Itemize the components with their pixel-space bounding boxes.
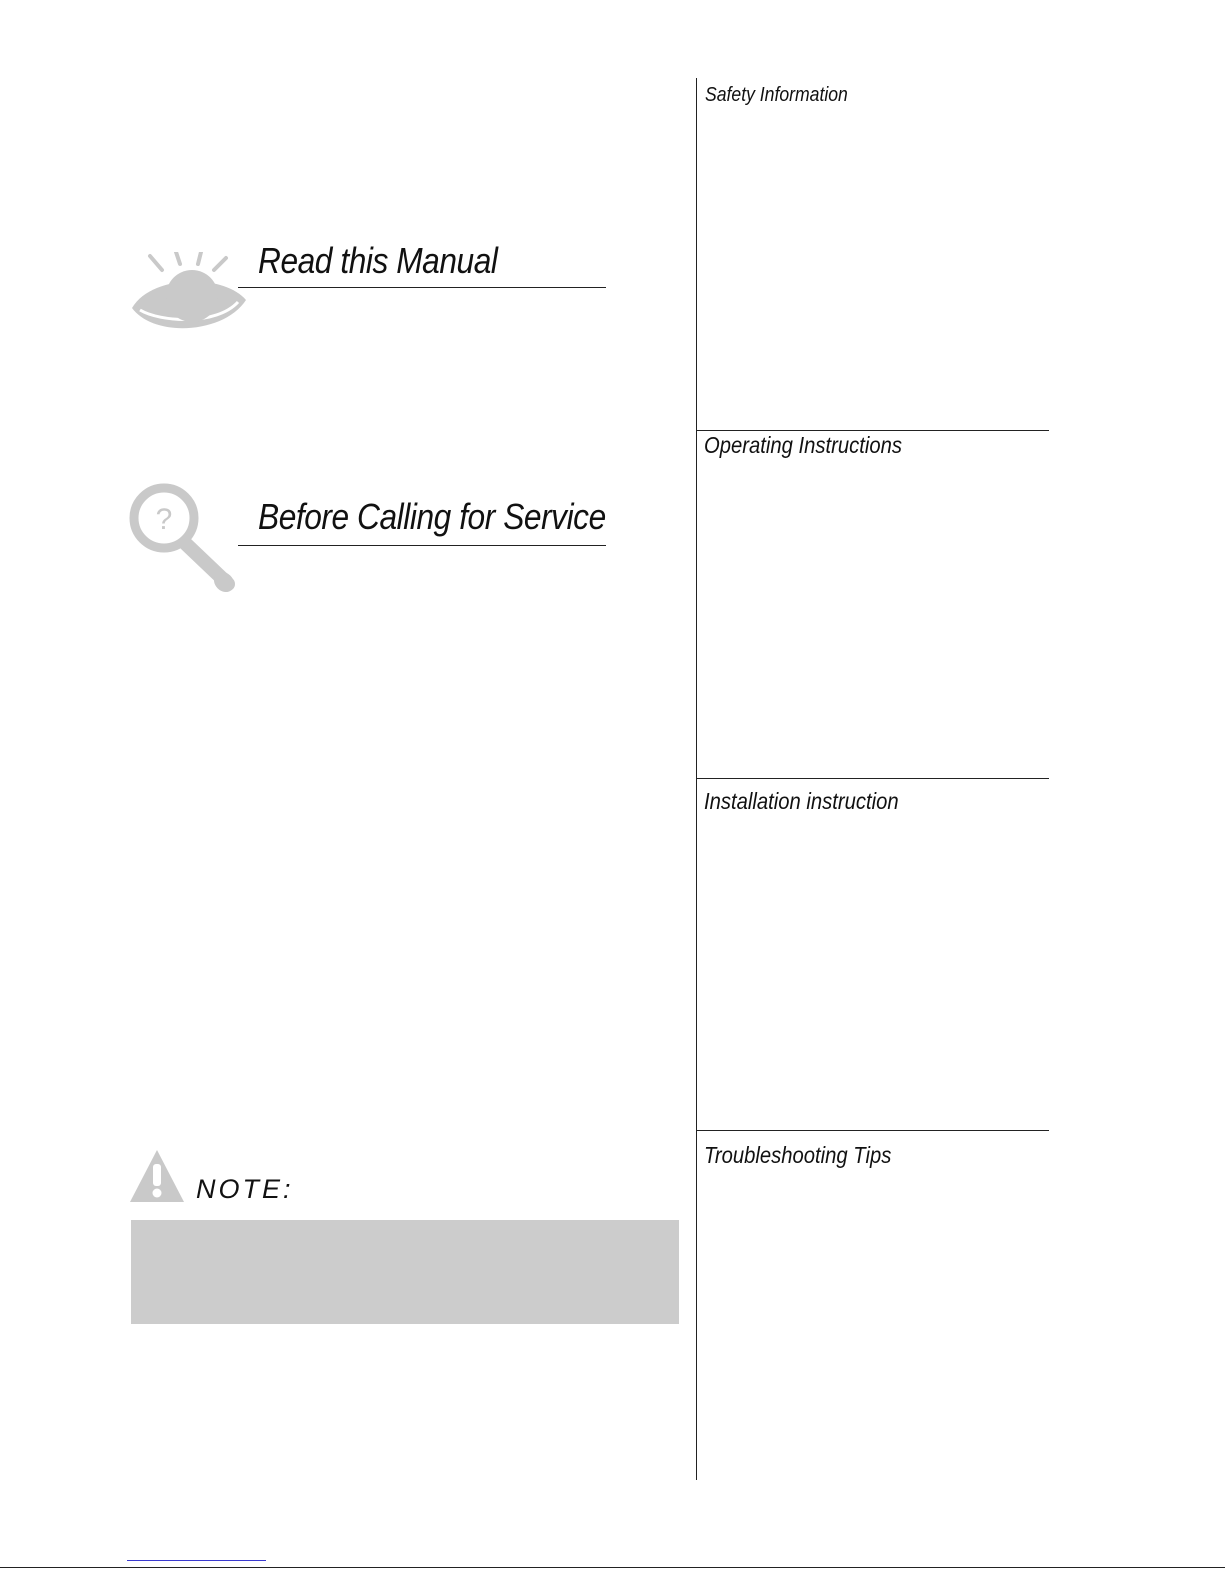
toc-rule-2 [697, 778, 1049, 779]
question-mark-glyph: ? [155, 503, 173, 536]
before-service-section [128, 482, 628, 602]
before-service-title: Before Calling for Service [258, 496, 606, 537]
magnifier-question-icon [128, 482, 238, 597]
toc-safety-information: Safety Information [705, 84, 848, 106]
toc-installation-instruction: Installation instruction [704, 788, 899, 814]
read-manual-title: Read this Manual [258, 240, 498, 281]
before-service-rule [238, 545, 606, 546]
note-box [131, 1220, 679, 1324]
toc-operating-instructions: Operating Instructions [704, 432, 903, 458]
toc-troubleshooting-tips: Troubleshooting Tips [704, 1142, 892, 1168]
note-label: NOTE: [196, 1174, 294, 1204]
footer-rule [0, 1567, 1225, 1568]
toc-rule-3 [697, 1130, 1049, 1131]
read-manual-section [128, 240, 618, 334]
warning-triangle-icon [128, 1148, 186, 1204]
toc-rule-1 [697, 430, 1049, 431]
toc-divider [696, 78, 697, 1480]
footer-link-underline[interactable] [127, 1560, 266, 1561]
eye-icon [128, 252, 250, 336]
read-manual-rule [238, 287, 606, 288]
